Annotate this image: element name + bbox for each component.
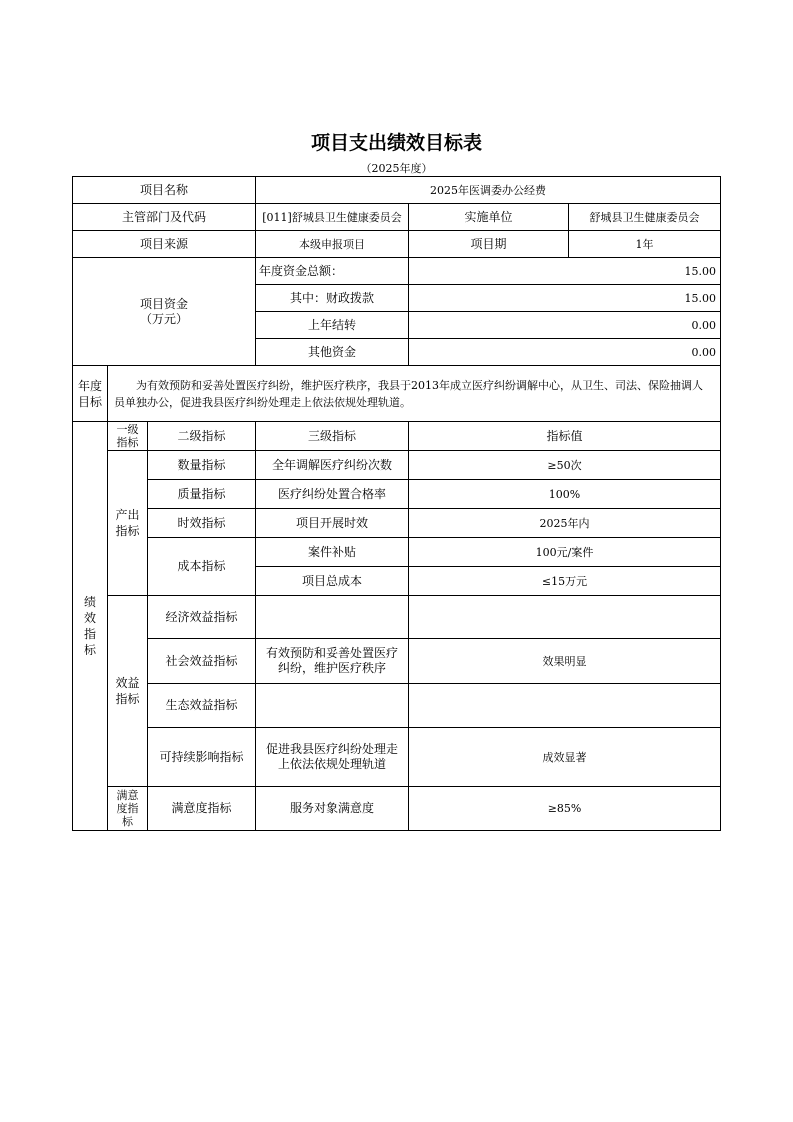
sustainable-value: 成效显著	[409, 728, 721, 787]
cost-total-value: ≤15万元	[409, 567, 721, 596]
cost-indicator: 成本指标	[148, 538, 256, 596]
funds-fiscal-value: 15.00	[409, 285, 721, 312]
social-indicator: 社会效益指标	[148, 639, 256, 684]
quality-level3: 医疗纠纷处置合格率	[256, 480, 409, 509]
project-source-value: 本级申报项目	[256, 231, 409, 258]
funds-other-value: 0.00	[409, 339, 721, 366]
funds-label	[73, 258, 256, 366]
social-level3: 有效预防和妥善处置医疗 纠纷，维护医疗秩序	[256, 639, 409, 684]
dept-label: 主管部门及代码	[73, 204, 256, 231]
header-value: 指标值	[409, 422, 721, 451]
ecological-level3	[256, 684, 409, 728]
page-title: 项目支出绩效目标表	[310, 132, 482, 154]
cost-subsidy-level3: 案件补贴	[256, 538, 409, 567]
project-name-value: 2025年医调委办公经费	[256, 177, 721, 204]
cost-subsidy-value: 100元/案件	[409, 538, 721, 567]
quality-indicator: 质量指标	[148, 480, 256, 509]
economic-indicator: 经济效益指标	[148, 596, 256, 639]
performance-section-label: 绩 效 指 标	[73, 422, 108, 831]
funds-carryover-value: 0.00	[409, 312, 721, 339]
sustainable-level3: 促进我县医疗纠纷处理走 上依法依规处理轨道	[256, 728, 409, 787]
funds-fiscal-label: 其中：财政拨款	[256, 285, 409, 312]
sustainable-indicator: 可持续影响指标	[148, 728, 256, 787]
output-indicator-label: 产出 指标	[108, 451, 148, 596]
social-value: 效果明显	[409, 639, 721, 684]
ecological-indicator: 生态效益指标	[148, 684, 256, 728]
satisfaction-value: ≥85%	[409, 787, 721, 831]
project-source-label: 项目来源	[73, 231, 256, 258]
satisfaction-indicator-label: 满意 度指 标	[108, 787, 148, 831]
annual-goal-label: 年度 目标	[73, 366, 108, 422]
impl-unit-label: 实施单位	[409, 204, 569, 231]
ecological-value	[409, 684, 721, 728]
cost-total-level3: 项目总成本	[256, 567, 409, 596]
funds-total-value: 15.00	[409, 258, 721, 285]
project-period-value: 1年	[569, 231, 721, 258]
satisfaction-indicator: 满意度指标	[148, 787, 256, 831]
year-note: （2025年度）	[360, 162, 433, 175]
quantity-level3: 全年调解医疗纠纷次数	[256, 451, 409, 480]
project-name-label: 项目名称	[73, 177, 256, 204]
timeliness-indicator: 时效指标	[148, 509, 256, 538]
economic-level3	[256, 596, 409, 639]
annual-goal-text: 为有效预防和妥善处置医疗纠纷，维护医疗秩序，我县于2013年成立医疗纠纷调解中心，从卫生、司法、保险抽调人员单独办公，促进我县医疗纠纷处理走上依法依规处理轨道。	[108, 366, 721, 422]
funds-carryover-label: 上年结转	[256, 312, 409, 339]
header-level2: 二级指标	[148, 422, 256, 451]
quality-value: 100%	[409, 480, 721, 509]
header-level1: 一级 指标	[108, 422, 148, 451]
dept-value: [011]舒城县卫生健康委员会	[256, 204, 409, 231]
timeliness-level3: 项目开展时效	[256, 509, 409, 538]
satisfaction-level3: 服务对象满意度	[256, 787, 409, 831]
quantity-value: ≥50次	[409, 451, 721, 480]
funds-label-line1: 项目资金	[140, 296, 189, 311]
header-level3: 三级指标	[256, 422, 409, 451]
quantity-indicator: 数量指标	[148, 451, 256, 480]
performance-target-table	[72, 176, 721, 831]
economic-value	[409, 596, 721, 639]
benefit-indicator-label: 效益 指标	[108, 596, 148, 787]
impl-unit-value: 舒城县卫生健康委员会	[569, 204, 721, 231]
funds-total-label: 年度资金总额：	[256, 258, 409, 285]
project-period-label: 项目期	[409, 231, 569, 258]
timeliness-value: 2025年内	[409, 509, 721, 538]
funds-label-line2: （万元）	[140, 311, 189, 326]
funds-other-label: 其他资金	[256, 339, 409, 366]
